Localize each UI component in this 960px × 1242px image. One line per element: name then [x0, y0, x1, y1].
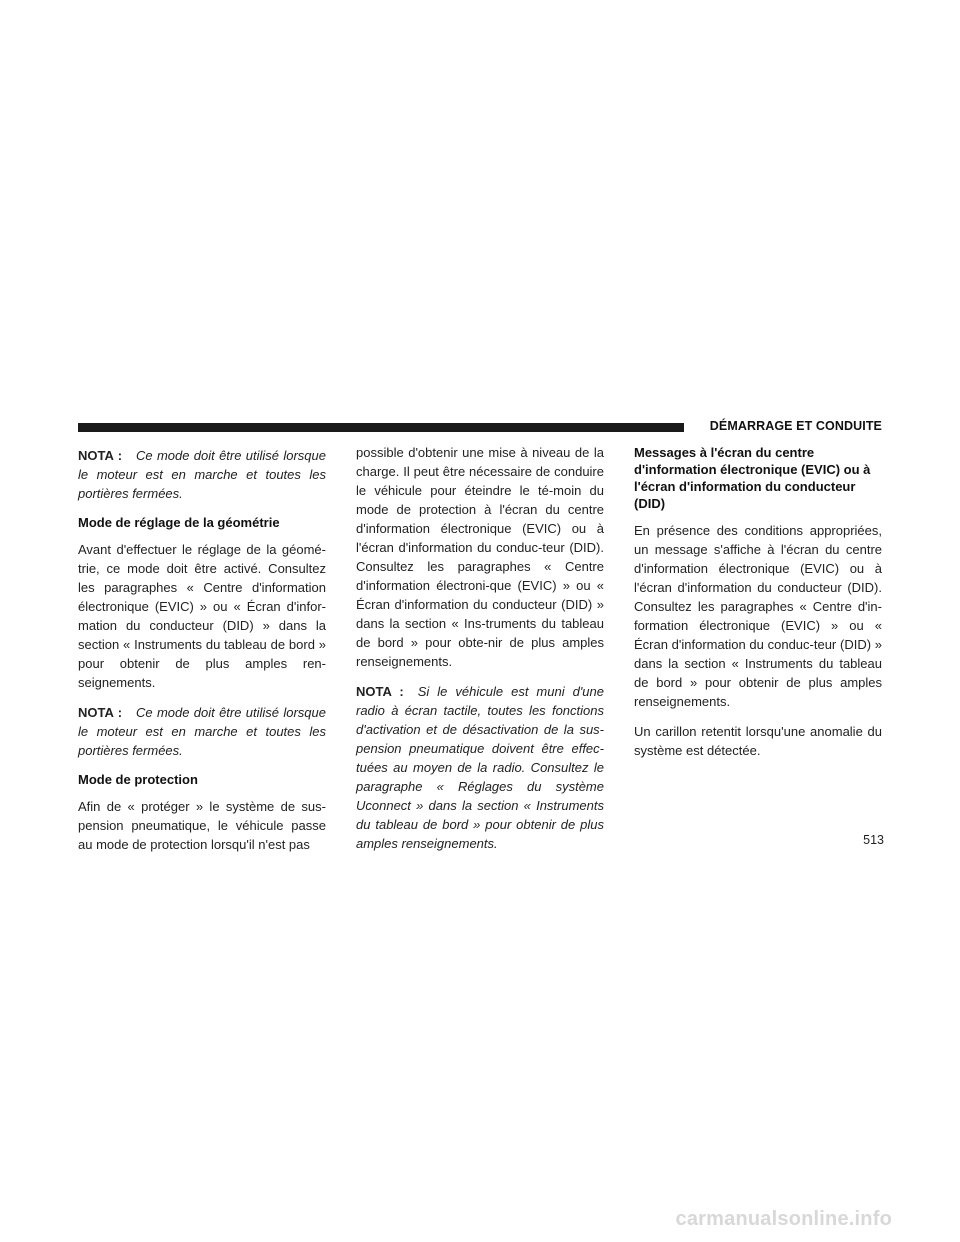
section-title: DÉMARRAGE ET CONDUITE	[709, 419, 882, 433]
heading-protection-mode: Mode de protection	[78, 772, 198, 787]
nota-note	[78, 703, 326, 760]
paragraph: Un carillon retentit lorsqu'une anomalie du système est détectée.	[634, 724, 882, 758]
text-column-2	[356, 443, 604, 864]
heading-messages: Messages à l'écran du centre d'information électronique (EVIC) ou à l'écran d'information du conducteur (DID)	[634, 445, 871, 511]
nota-text: Ce mode doit être utilisé lorsque le moteur est en marche et toutes les portières fermées.	[78, 448, 326, 501]
page-number: 513	[863, 833, 884, 847]
nota-text: Ce mode doit être utilisé lorsque le moteur est en marche et toutes les portières fermées.	[78, 705, 326, 758]
nota-note	[356, 682, 604, 853]
paragraph: En présence des conditions appropriées, un message s'affiche à l'écran du centre d'information électronique (EVIC) ou à l'écran d'information du conducteur (DID). Consultez les paragraphes « Centre d'in-formation électronique (EVIC) » ou « Écran d'information du conduc-teur (DID) » dans la section « Instruments du tableau de bord » pour obtenir de plus amples renseignements.	[634, 523, 882, 709]
text-column-1	[78, 446, 326, 865]
paragraph: Avant d'effectuer le réglage de la géomé-trie, ce mode doit être activé. Consultez les paragraphes « Centre d'information électronique (EVIC) » ou « Écran d'infor-mation du conducteur (DID) » dans la section « Instruments du tableau de bord » pour obtenir de plus amples ren-seignements.	[78, 542, 326, 690]
paragraph: Afin de « protéger » le système de sus-pension pneumatique, le véhicule passe au mode de protection lorsqu'il n'est pas	[78, 799, 326, 852]
watermark: carmanualsonline.info	[675, 1208, 892, 1230]
nota-label: NOTA :	[78, 448, 123, 463]
paragraph: possible d'obtenir une mise à niveau de la charge. Il peut être nécessaire de conduire le véhicule pour éteindre le té-moin du mode de protection à l'écran du centre d'information électronique (EVIC) ou à l'écran d'information du conduc-teur (DID). Consultez les paragraphes « Centre d'information électroni-que (EVIC) » ou « Écran d'information du conducteur (DID) » dans la section « Ins-truments du tableau de bord » pour obte-nir de plus amples renseignements.	[356, 445, 604, 669]
nota-label: NOTA :	[356, 684, 404, 699]
nota-text: Si le véhicule est muni d'une radio à écran tactile, toutes les fonctions d'activation et de désactivation de la sus-pension pneumatique doivent être effec-tuées au moyen de la radio. Consultez le paragraphe « Réglages du système Uconnect » dans la section « Instruments du tableau de bord » pour obtenir de plus amples renseignements.	[356, 684, 604, 851]
heading-geometry-mode: Mode de réglage de la géométrie	[78, 515, 280, 530]
nota-label: NOTA :	[78, 705, 123, 720]
nota-note	[78, 446, 326, 503]
section-header-bar	[78, 423, 684, 432]
text-column-3	[634, 444, 882, 771]
